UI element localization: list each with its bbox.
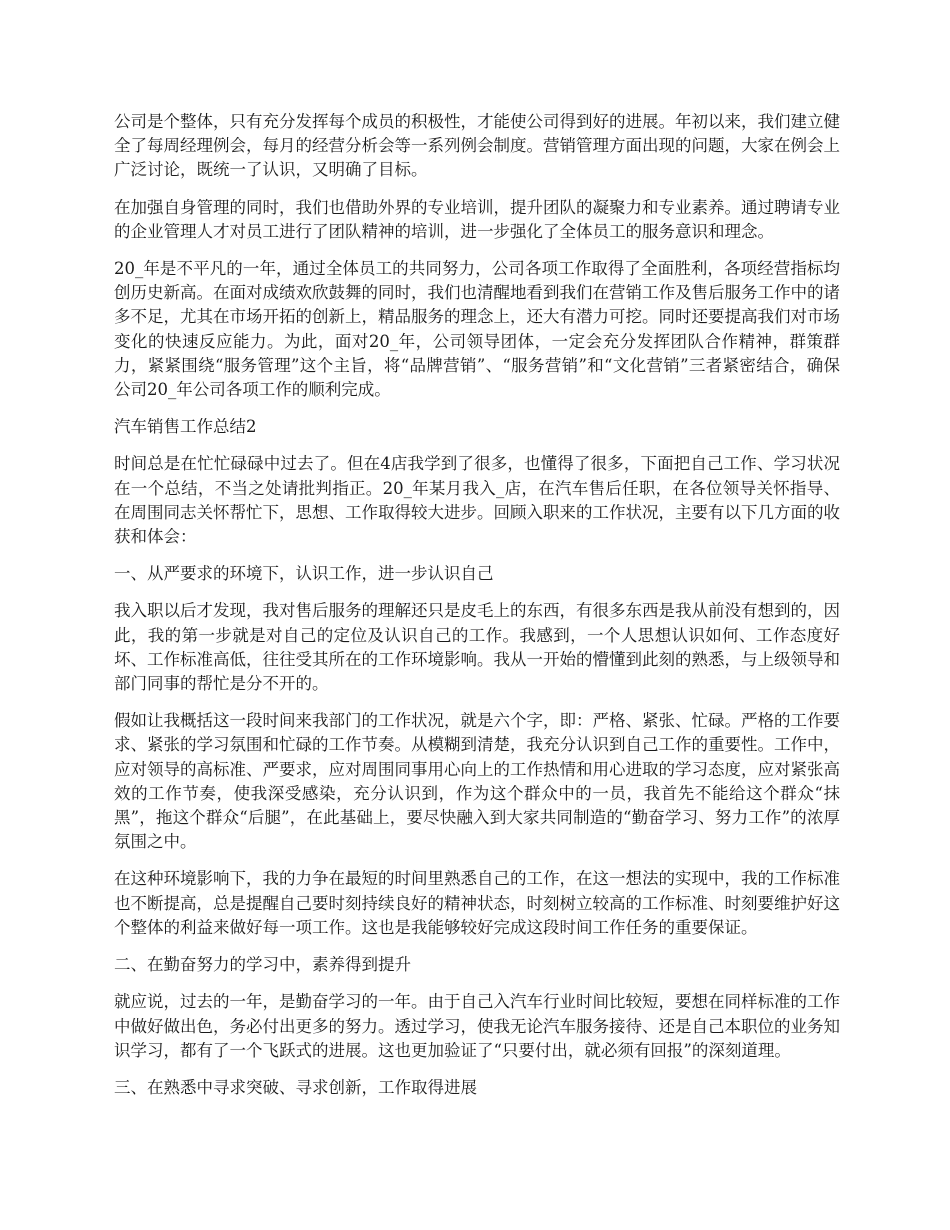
paragraph-environment: 在这种环境影响下，我的力争在最短的时间里熟悉自己的工作，在这一想法的实现中，我的工作标准也不断提高，总是提醒自己要时刻持续良好的精神状态，时刻树立较高的工作标准、时刻要维护好这个整体的利益来做好每一项工作。这也是我能够较好完成这段时间工作任务的重要保证。 xyxy=(114,869,840,937)
paragraph-work-status: 假如让我概括这一段时间来我部门的工作状况，就是六个字，即：严格、紧张、忙碌。严格的工作要求、紧张的学习氛围和忙碌的工作节奏。从模糊到清楚，我充分认识到自己工作的重要性。工作中，应对领导的高标准、严要求，应对周围同事用心向上的工作热情和用心进取的学习态度，应对紧张高效的工作节奏，使我深受感染，充分认识到，作为这个群众中的一员，我首先不能给这个群众“抹黑”，拖这个群众“后腿”，在此基础上，要尽快融入到大家共同制造的“勤奋学习、努力工作”的浓厚氛围之中。 xyxy=(114,711,840,852)
section-heading-2: 二、在勤奋努力的学习中，素养得到提升 xyxy=(114,955,411,975)
document-page xyxy=(114,110,840,1113)
section-title-summary-2: 汽车销售工作总结2 xyxy=(114,417,257,437)
paragraph-year-review: 20_年是不平凡的一年，通过全体员工的共同努力，公司各项工作取得了全面胜利，各项经营指标均创历史新高。在面对成绩欢欣鼓舞的同时，我们也清醒地看到我们在营销工作及售后服务工作中的诸多不足，尤其在市场开拓的创新上，精品服务的理念上，还大有潜力可挖。同时还要提高我们对市场变化的快速反应能力。为此，面对20_年，公司领导团体，一定会充分发挥团队合作精神，群策群力，紧紧围绕“服务管理”这个主旨，将“品牌营销”、“服务营销”和“文化营销”三者紧密结合，确保公司20_年公司各项工作的顺利完成。 xyxy=(114,259,840,400)
paragraph-training: 在加强自身管理的同时，我们也借助外界的专业培训，提升团队的凝聚力和专业素养。通过聘请专业的企业管理人才对员工进行了团队精神的培训，进一步强化了全体员工的服务意识和理念。 xyxy=(114,197,840,241)
section-heading-1: 一、从严要求的环境下，认识工作，进一步认识自己 xyxy=(114,564,494,584)
paragraph-team-meetings: 公司是个整体，只有充分发挥每个成员的积极性，才能使公司得到好的进展。年初以来，我们建立健全了每周经理例会，每月的经营分析会等一系列例会制度。营销管理方面出现的问题，大家在例会上广泛讨论，既统一了认识，又明确了目标。 xyxy=(114,112,840,180)
section-heading-3: 三、在熟悉中寻求突破、寻求创新，工作取得进展 xyxy=(114,1077,477,1097)
paragraph-intro: 时间总是在忙忙碌碌中过去了。但在4店我学到了很多，也懂得了很多，下面把自己工作、学习状况在一个总结，不当之处请批判指正。20_年某月我入_店，在汽车售后任职，在各位领导关怀指导、在周围同志关怀帮忙下，思想、工作取得较大进步。回顾入职来的工作状况，主要有以下几方面的收获和体会： xyxy=(114,454,840,547)
paragraph-self-awareness: 我入职以后才发现，我对售后服务的理解还只是皮毛上的东西，有很多东西是我从前没有想到的，因此，我的第一步就是对自己的定位及认识自己的工作。我感到，一个人思想认识如何、工作态度好坏、工作标准高低，往往受其所在的工作环境影响。我从一开始的懵懂到此刻的熟悉，与上级领导和部门同事的帮忙是分不开的。 xyxy=(114,601,840,694)
paragraph-study: 就应说，过去的一年，是勤奋学习的一年。由于自己入汽车行业时间比较短，要想在同样标准的工作中做好做出色，务必付出更多的努力。透过学习，使我无论汽车服务接待、还是自己本职位的业务知识学习，都有了一个飞跃式的进展。这也更加验证了“只要付出，就必须有回报”的深刻道理。 xyxy=(114,992,840,1060)
